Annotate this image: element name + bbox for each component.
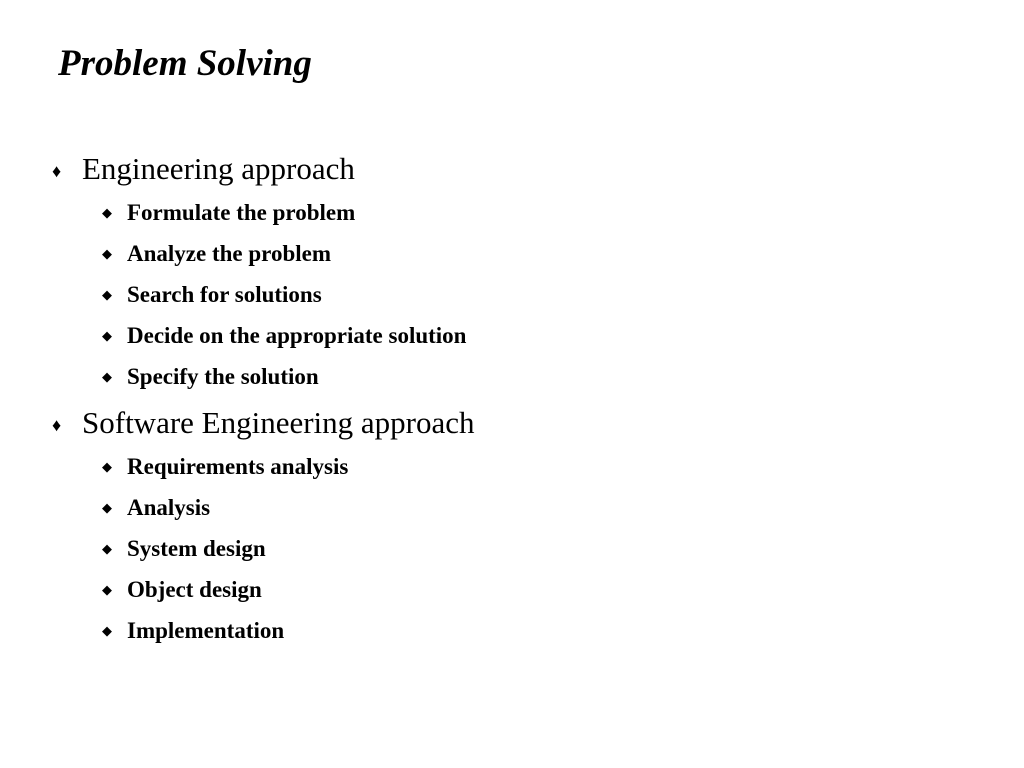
list-item-label: Requirements analysis xyxy=(127,454,349,479)
diamond-bullet-icon: ◆ xyxy=(102,459,112,474)
diamond-bullet-icon: ◆ xyxy=(102,205,112,220)
list-item xyxy=(102,192,466,233)
list-item-label: Specify the solution xyxy=(127,364,319,389)
diamond-bullet-icon: ◆ xyxy=(102,541,112,556)
main-bullet-item xyxy=(52,148,466,190)
list-item xyxy=(102,487,475,528)
diamond-bullet-icon: ◆ xyxy=(102,287,112,302)
sub-bullet-list xyxy=(52,192,466,397)
section-software-engineering-approach xyxy=(52,402,475,651)
list-item xyxy=(102,274,466,315)
diamond-bullet-icon: ◆ xyxy=(102,582,112,597)
list-item xyxy=(102,610,475,651)
list-item-label: System design xyxy=(127,536,266,561)
list-item-label: Analyze the problem xyxy=(127,241,332,266)
list-item xyxy=(102,528,475,569)
diamond-bullet-icon: ◆ xyxy=(102,500,112,515)
main-bullet-item xyxy=(52,402,475,444)
list-item xyxy=(102,315,466,356)
list-item-label: Implementation xyxy=(127,618,285,643)
slide-title: Problem Solving xyxy=(58,43,312,84)
list-item xyxy=(102,446,475,487)
diamond-bullet-icon: ◆ xyxy=(102,623,112,638)
list-item xyxy=(102,569,475,610)
list-item xyxy=(102,356,466,397)
list-item-label: Search for solutions xyxy=(127,282,322,307)
diamond-bullet-icon: ◆ xyxy=(102,246,112,261)
section-heading: Engineering approach xyxy=(82,151,355,186)
list-item-label: Formulate the problem xyxy=(127,200,356,225)
sub-bullet-list xyxy=(52,446,475,651)
list-item-label: Decide on the appropriate solution xyxy=(127,323,467,348)
section-heading: Software Engineering approach xyxy=(82,405,475,440)
diamond-bullet-icon: ◆ xyxy=(102,328,112,343)
diamond-bullet-icon: ◆ xyxy=(102,369,112,384)
diamond-bullet-icon: ♦ xyxy=(52,161,62,181)
diamond-bullet-icon: ♦ xyxy=(52,415,62,435)
list-item xyxy=(102,233,466,274)
section-engineering-approach xyxy=(52,148,466,397)
list-item-label: Analysis xyxy=(127,495,211,520)
list-item-label: Object design xyxy=(127,577,262,602)
